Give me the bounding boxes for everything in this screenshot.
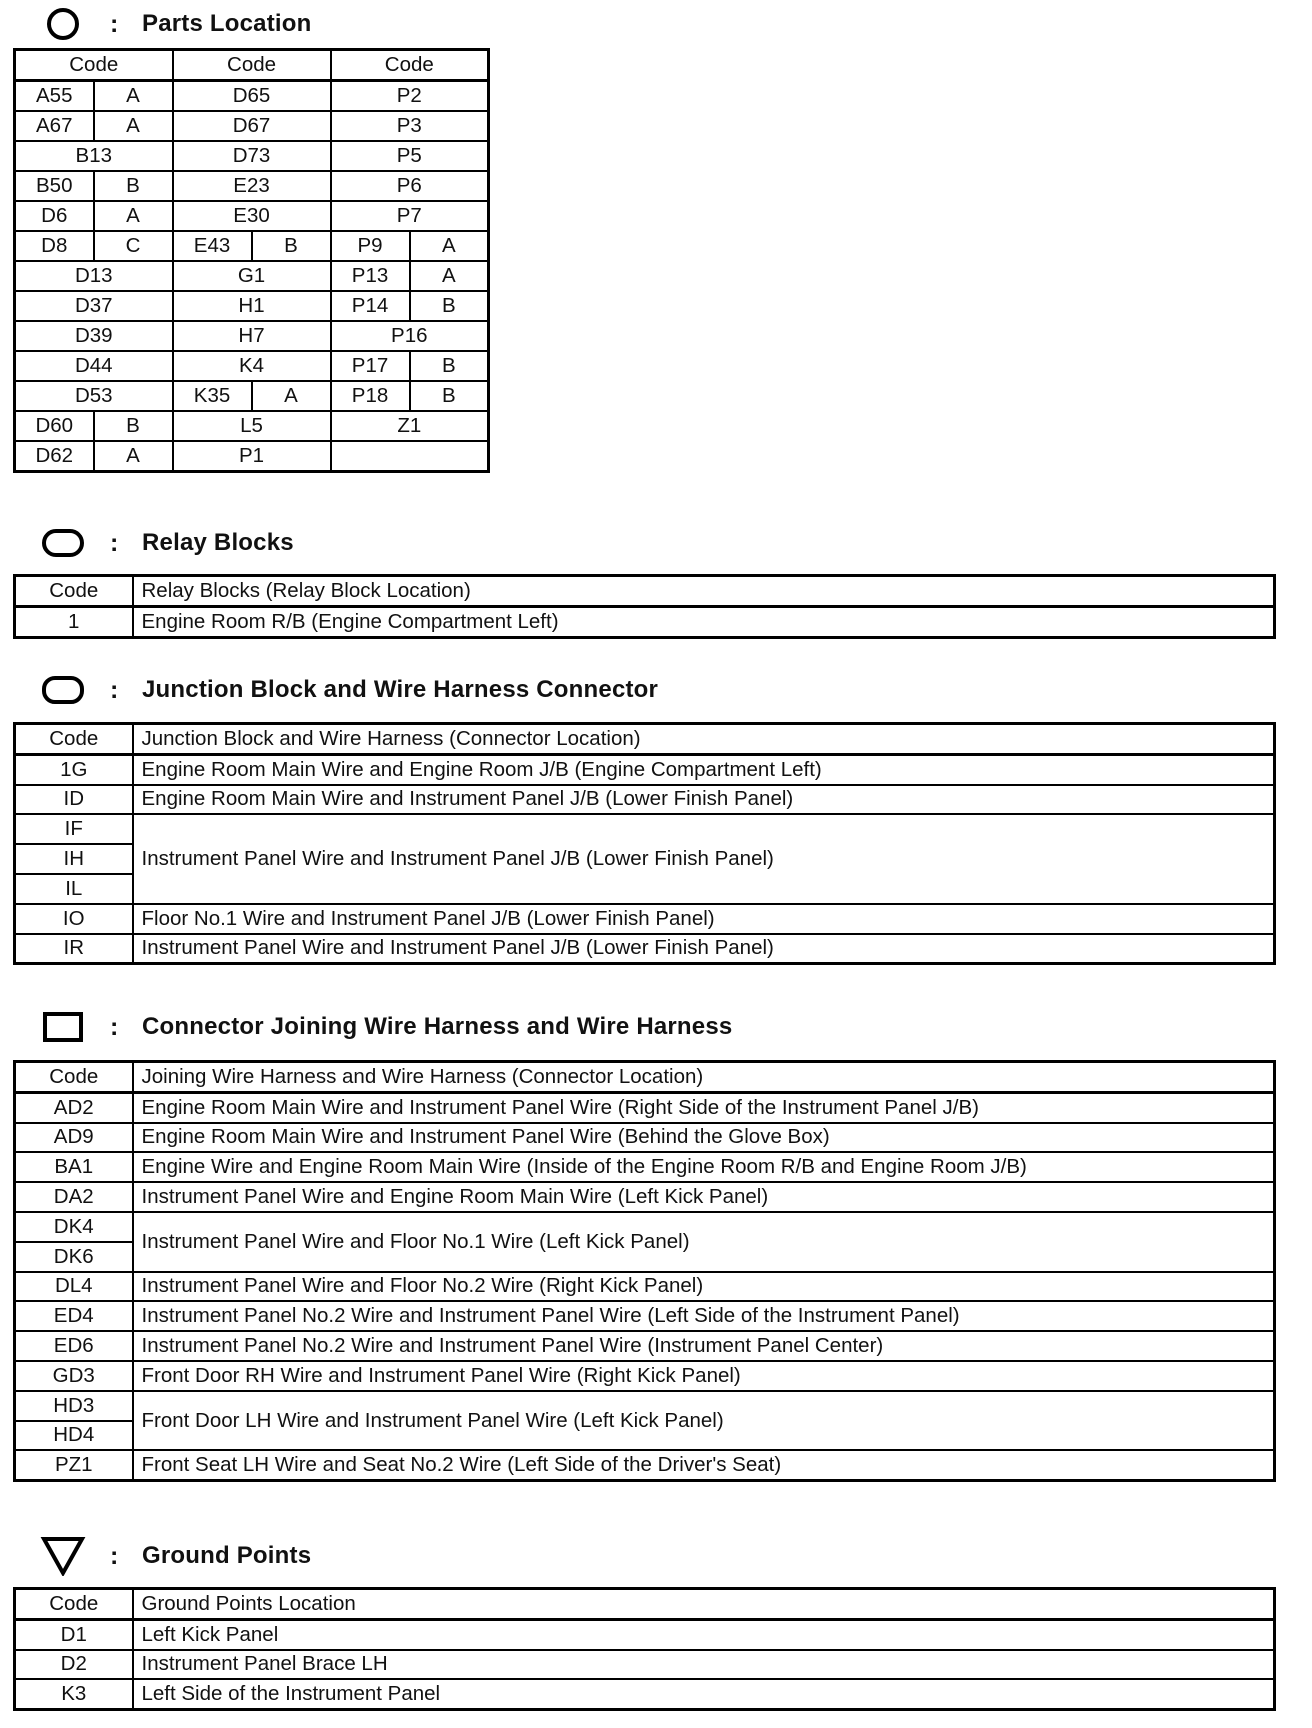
code-cell: D73	[173, 141, 331, 171]
code-cell: 1G	[15, 754, 133, 784]
table-row	[15, 141, 489, 171]
code-cell: AD2	[15, 1092, 133, 1122]
location-cell: Engine Wire and Engine Room Main Wire (Inside of the Engine Room R/B and Engine Room J/B)	[133, 1152, 1275, 1182]
header-colon: :	[110, 1012, 119, 1041]
column-header: Code	[15, 50, 173, 81]
code-cell: HD3	[15, 1391, 133, 1421]
table-row	[15, 1679, 1275, 1709]
code-cell: K35	[173, 381, 252, 411]
code-cell: ED4	[15, 1301, 133, 1331]
code-cell: IR	[15, 934, 133, 964]
code-cell: D39	[15, 321, 173, 351]
junction-block-table	[13, 722, 1276, 965]
location-cell: Instrument Panel Wire and Engine Room Main Wire (Left Kick Panel)	[133, 1182, 1275, 1212]
code-cell: P3	[331, 111, 489, 141]
connector-letter-cell: B	[94, 171, 173, 201]
section-title: Junction Block and Wire Harness Connector	[142, 676, 659, 703]
parts-location-header	[38, 4, 312, 44]
rounded-box-icon	[38, 670, 88, 710]
code-cell: K4	[173, 351, 331, 381]
code-cell: P1	[173, 441, 331, 472]
connector-letter-cell: A	[94, 81, 173, 112]
code-cell: D2	[15, 1650, 133, 1680]
table-row	[15, 1152, 1275, 1182]
table-row	[15, 1391, 1275, 1421]
code-cell: P7	[331, 201, 489, 231]
code-cell: HD4	[15, 1421, 133, 1451]
code-cell: D37	[15, 291, 173, 321]
triangle-icon	[38, 1536, 88, 1576]
table-header-row	[15, 724, 1275, 755]
table-row	[15, 1650, 1275, 1680]
code-cell: D6	[15, 201, 94, 231]
table-row	[15, 351, 489, 381]
section-title: Relay Blocks	[142, 529, 294, 556]
location-cell: Instrument Panel Brace LH	[133, 1650, 1275, 1680]
column-header: Code	[331, 50, 489, 81]
table-row	[15, 1212, 1275, 1242]
relay-blocks-table	[13, 574, 1276, 639]
code-cell: D67	[173, 111, 331, 141]
code-cell: H1	[173, 291, 331, 321]
location-cell: Instrument Panel Wire and Floor No.2 Wire (Right Kick Panel)	[133, 1272, 1275, 1302]
connector-letter-cell: B	[410, 381, 489, 411]
code-cell: P6	[331, 171, 489, 201]
location-column-header: Ground Points Location	[133, 1589, 1275, 1620]
code-cell: ED6	[15, 1331, 133, 1361]
column-header: Code	[173, 50, 331, 81]
code-cell: G1	[173, 261, 331, 291]
code-cell: DK6	[15, 1242, 133, 1272]
code-column-header: Code	[15, 724, 133, 755]
connector-letter-cell: C	[94, 231, 173, 261]
code-cell: D13	[15, 261, 173, 291]
code-cell: BA1	[15, 1152, 133, 1182]
table-row	[15, 814, 1275, 844]
location-cell: Instrument Panel No.2 Wire and Instrument Panel Wire (Instrument Panel Center)	[133, 1331, 1275, 1361]
table-row	[15, 1301, 1275, 1331]
code-cell: D60	[15, 411, 94, 441]
header-colon: :	[110, 1541, 119, 1570]
location-cell: Front Door RH Wire and Instrument Panel Wire (Right Kick Panel)	[133, 1361, 1275, 1391]
code-cell: ID	[15, 785, 133, 815]
table-row	[15, 606, 1275, 637]
square-icon	[38, 1007, 88, 1047]
connector-letter-cell: A	[410, 231, 489, 261]
connector-letter-cell: A	[410, 261, 489, 291]
code-cell: H7	[173, 321, 331, 351]
code-cell: IH	[15, 844, 133, 874]
location-column-header: Junction Block and Wire Harness (Connector Location)	[133, 724, 1275, 755]
code-cell: P14	[331, 291, 410, 321]
table-row	[15, 934, 1275, 964]
location-cell: Front Seat LH Wire and Seat No.2 Wire (Left Side of the Driver's Seat)	[133, 1450, 1275, 1480]
code-cell: P17	[331, 351, 410, 381]
table-row	[15, 81, 489, 112]
table-header-row	[15, 50, 489, 81]
table-row	[15, 1182, 1275, 1212]
connector-letter-cell: B	[252, 231, 331, 261]
code-cell: P5	[331, 141, 489, 171]
code-cell: P13	[331, 261, 410, 291]
location-cell: Engine Room Main Wire and Instrument Panel J/B (Lower Finish Panel)	[133, 785, 1275, 815]
table-row	[15, 111, 489, 141]
code-cell: PZ1	[15, 1450, 133, 1480]
location-cell: Left Side of the Instrument Panel	[133, 1679, 1275, 1709]
code-cell: D44	[15, 351, 173, 381]
table-header-row	[15, 1589, 1275, 1620]
location-cell: Engine Room Main Wire and Instrument Panel Wire (Right Side of the Instrument Panel J/B)	[133, 1092, 1275, 1122]
location-cell: Front Door LH Wire and Instrument Panel Wire (Left Kick Panel)	[133, 1391, 1275, 1451]
code-cell: B13	[15, 141, 173, 171]
header-colon: :	[110, 9, 119, 38]
header-colon: :	[110, 528, 119, 557]
code-cell: IO	[15, 904, 133, 934]
junction-block-header	[38, 670, 658, 710]
table-row	[15, 411, 489, 441]
connector-letter-cell: B	[94, 411, 173, 441]
location-cell: Engine Room Main Wire and Engine Room J/B (Engine Compartment Left)	[133, 754, 1275, 784]
location-column-header: Joining Wire Harness and Wire Harness (Connector Location)	[133, 1062, 1275, 1093]
code-column-header: Code	[15, 1589, 133, 1620]
code-cell: AD9	[15, 1123, 133, 1153]
code-cell: P16	[331, 321, 489, 351]
table-row	[15, 1123, 1275, 1153]
table-row	[15, 381, 489, 411]
table-row	[15, 1361, 1275, 1391]
relay-blocks-header	[38, 523, 294, 563]
code-cell: DK4	[15, 1212, 133, 1242]
code-cell: P2	[331, 81, 489, 112]
code-cell: D8	[15, 231, 94, 261]
code-cell: DL4	[15, 1272, 133, 1302]
table-header-row	[15, 1062, 1275, 1093]
connector-letter-cell: B	[410, 351, 489, 381]
table-row	[15, 785, 1275, 815]
code-cell: D65	[173, 81, 331, 112]
code-cell: A55	[15, 81, 94, 112]
header-colon: :	[110, 675, 119, 704]
code-cell	[331, 441, 489, 472]
location-cell: Instrument Panel No.2 Wire and Instrument Panel Wire (Left Side of the Instrument Panel)	[133, 1301, 1275, 1331]
table-row	[15, 231, 489, 261]
location-column-header: Relay Blocks (Relay Block Location)	[133, 576, 1275, 607]
table-row	[15, 754, 1275, 784]
ground-points-table	[13, 1587, 1276, 1711]
location-cell: Floor No.1 Wire and Instrument Panel J/B (Lower Finish Panel)	[133, 904, 1275, 934]
table-row	[15, 291, 489, 321]
code-column-header: Code	[15, 1062, 133, 1093]
code-cell: GD3	[15, 1361, 133, 1391]
location-cell: Instrument Panel Wire and Instrument Panel J/B (Lower Finish Panel)	[133, 814, 1275, 903]
location-cell: Instrument Panel Wire and Instrument Panel J/B (Lower Finish Panel)	[133, 934, 1275, 964]
code-cell: K3	[15, 1679, 133, 1709]
table-row	[15, 171, 489, 201]
table-row	[15, 1092, 1275, 1122]
code-cell: Z1	[331, 411, 489, 441]
circle-icon	[38, 4, 88, 44]
table-header-row	[15, 576, 1275, 607]
connector-letter-cell: B	[410, 291, 489, 321]
connector-letter-cell: A	[94, 111, 173, 141]
code-cell: L5	[173, 411, 331, 441]
code-cell: E30	[173, 201, 331, 231]
table-row	[15, 441, 489, 472]
table-row	[15, 1331, 1275, 1361]
code-cell: A67	[15, 111, 94, 141]
table-row	[15, 261, 489, 291]
table-row	[15, 1272, 1275, 1302]
code-cell: P18	[331, 381, 410, 411]
connector-letter-cell: A	[94, 201, 173, 231]
location-cell: Engine Room Main Wire and Instrument Panel Wire (Behind the Glove Box)	[133, 1123, 1275, 1153]
location-cell: Left Kick Panel	[133, 1619, 1275, 1649]
connector-letter-cell: A	[94, 441, 173, 472]
oval-icon	[38, 523, 88, 563]
code-cell: B50	[15, 171, 94, 201]
section-title: Ground Points	[142, 1542, 312, 1569]
location-cell: Engine Room R/B (Engine Compartment Left)	[133, 606, 1275, 637]
parts-location-table	[13, 48, 490, 473]
table-row	[15, 1619, 1275, 1649]
section-title: Connector Joining Wire Harness and Wire Harness	[142, 1013, 733, 1040]
connector-joining-header	[38, 1007, 732, 1047]
table-row	[15, 201, 489, 231]
code-cell: D1	[15, 1619, 133, 1649]
location-cell: Instrument Panel Wire and Floor No.1 Wire (Left Kick Panel)	[133, 1212, 1275, 1272]
code-column-header: Code	[15, 576, 133, 607]
ground-points-header	[38, 1536, 311, 1576]
table-row	[15, 321, 489, 351]
code-cell: IL	[15, 874, 133, 904]
code-cell: P9	[331, 231, 410, 261]
section-title: Parts Location	[142, 10, 312, 37]
code-cell: 1	[15, 606, 133, 637]
table-row	[15, 1450, 1275, 1480]
table-row	[15, 904, 1275, 934]
connector-joining-table	[13, 1060, 1276, 1482]
code-cell: DA2	[15, 1182, 133, 1212]
code-cell: E23	[173, 171, 331, 201]
code-cell: D53	[15, 381, 173, 411]
connector-letter-cell: A	[252, 381, 331, 411]
code-cell: E43	[173, 231, 252, 261]
code-cell: D62	[15, 441, 94, 472]
code-cell: IF	[15, 814, 133, 844]
